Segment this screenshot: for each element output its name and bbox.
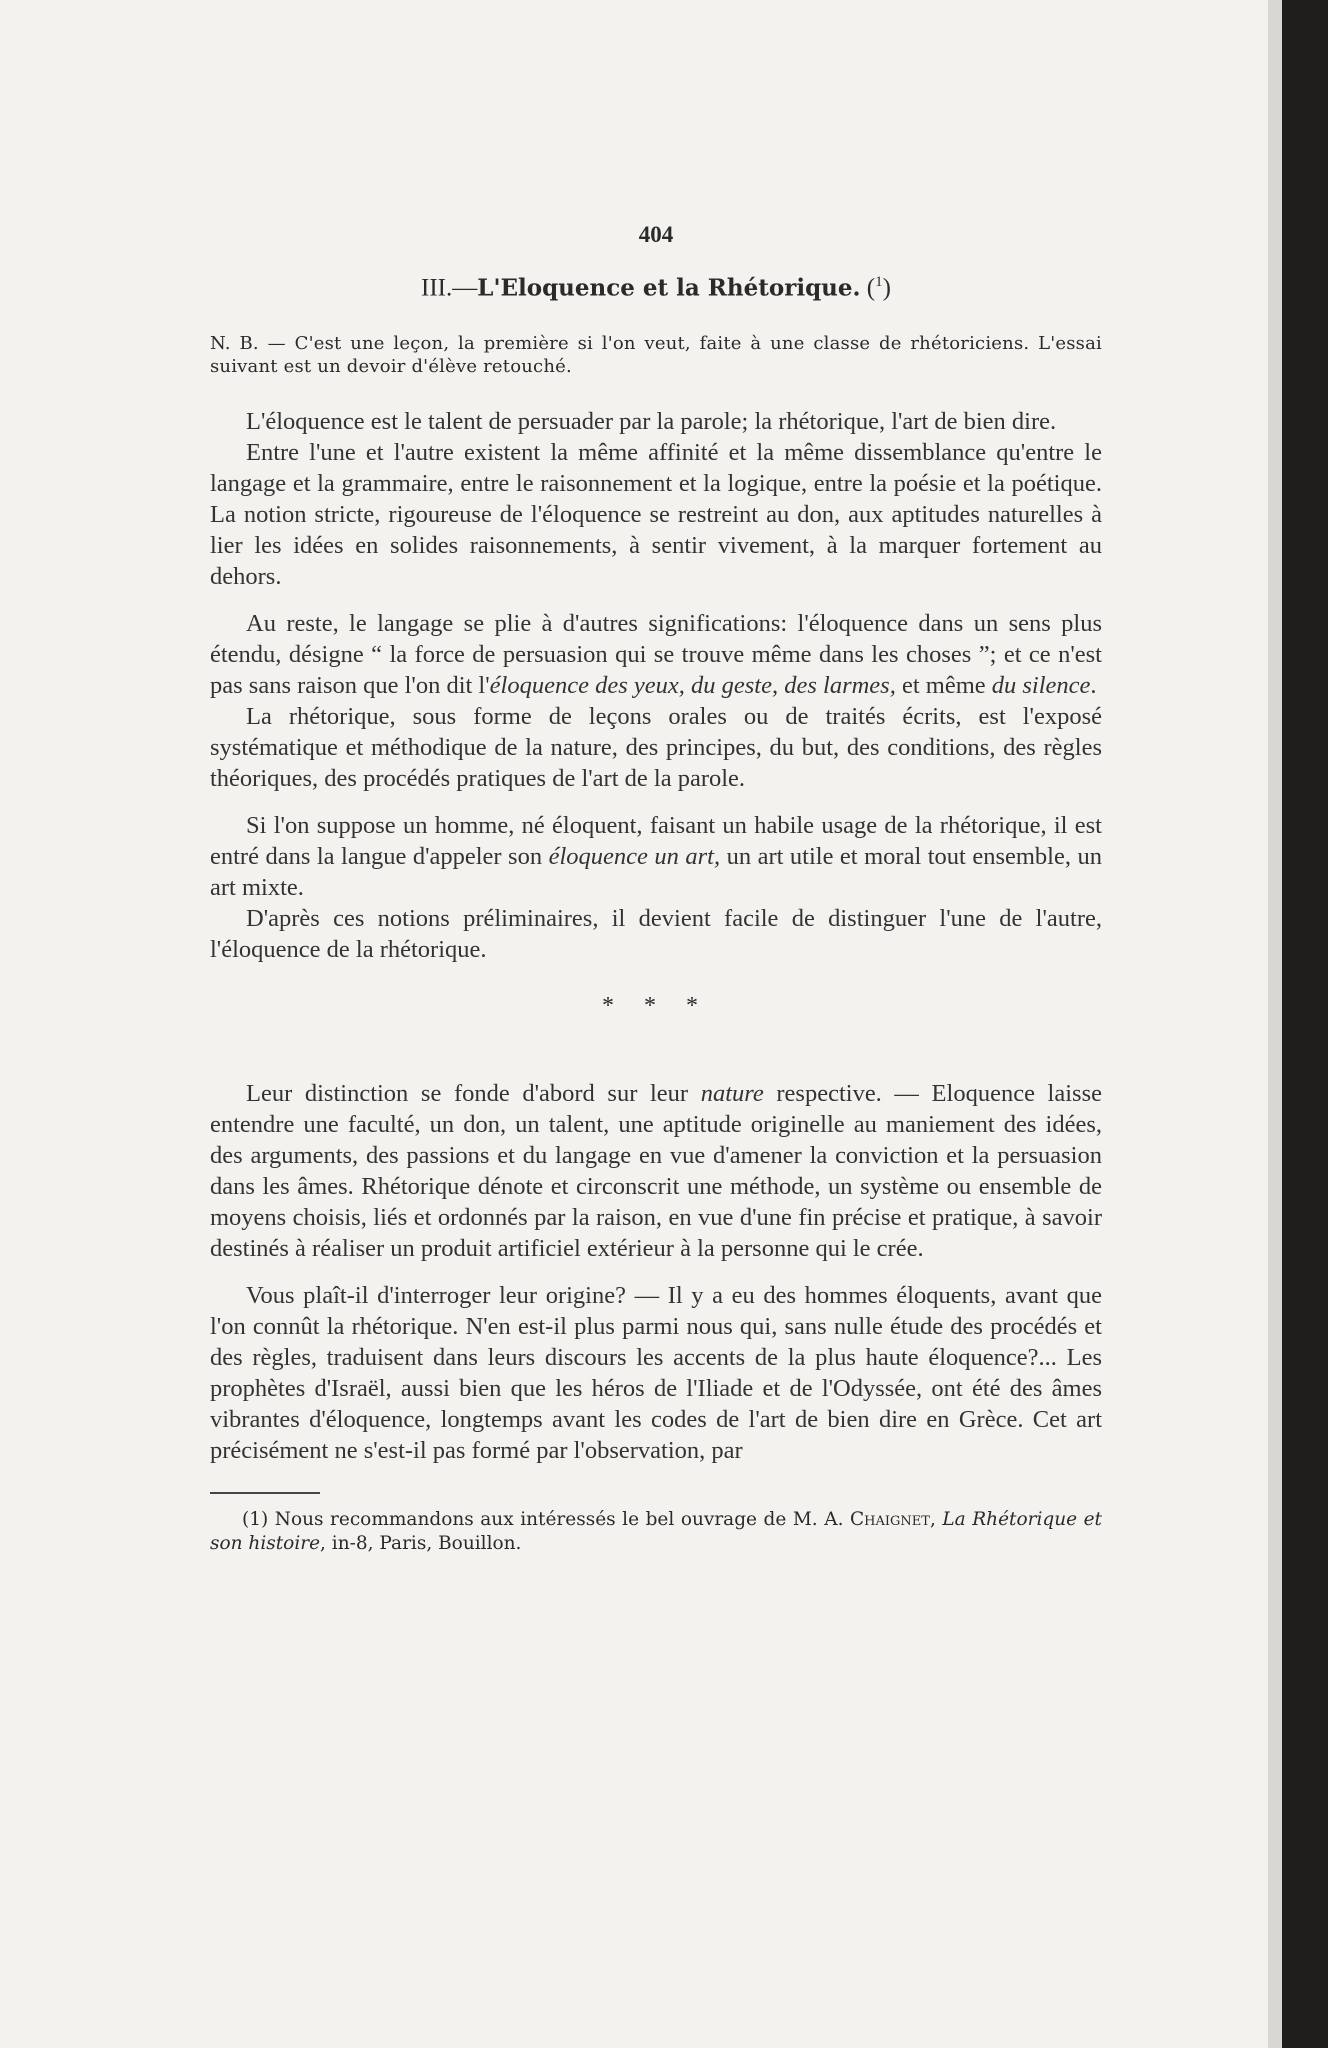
footnote-text: Nous recommandons aux intéressés le bel ouvrage de M. A. <box>268 1509 851 1531</box>
paragraph-7-italic: nature <box>700 1080 764 1108</box>
footnote-book-title: La Rhétorique et son histoire <box>210 1509 1102 1555</box>
section-footnote-ref: 1 <box>875 274 883 290</box>
paragraph-4: La rhétorique, sous forme de leçons orales ou de traités écrits, est l'exposé systématique et méthodique de la nature, des principes, du but, des conditions, des règles théoriques, des procédés pratiques de l'art de la parole. <box>210 703 1102 793</box>
paragraph-5-text-b: un art utile et moral tout ensemble, un art mixte. <box>210 843 1102 902</box>
scan-gutter <box>1282 0 1328 2048</box>
paragraph-3-text-c: . <box>1090 672 1097 700</box>
paragraph-8: Vous plaît-il d'interroger leur origine? — Il y a eu des hommes éloquents, avant que l'on connût la rhétorique. N'en est-il plus parmi nous qui, sans nulle étude des procédés et des règles, traduisent dans leurs discours les accents de la plus haute éloquence?... Les prophètes d'Israël, aussi bien que les héros de l'Iliade et de l'Odyssée, ont été des âmes vibrantes d'éloquence, longtemps avant les codes de l'art de bien dire en Grèce. Cet art précisément ne s'est-il pas formé par l'observation, par <box>210 1282 1102 1465</box>
footnote-rule <box>210 1492 320 1494</box>
footnote-separator: , <box>929 1509 943 1531</box>
paragraph-7-text-b: respective. — Eloquence laisse entendre une faculté, un don, un talent, une aptitude originelle au maniement des idées, des arguments, des passions et du langage en vue d'amener la conviction et la persuasion dans les âmes. Rhétorique dénote et circonscrit une méthode, un système ou ensemble de moyens choisis, liés et ordonnés par la raison, en vue d'une fin précise et pratique, à savoir destinés à réaliser un produit artificiel extérieur à la personne qui le crée. <box>210 1080 1102 1263</box>
paragraph-3-italic-b: du silence <box>991 672 1091 700</box>
paragraph-1: L'éloquence est le talent de persuader par la parole; la rhétorique, l'art de bien dire. <box>246 408 1057 436</box>
footnote-author: Chaignet <box>850 1509 930 1531</box>
paragraph-3-text-a: Au reste, le langage se plie à d'autres significations: l'éloquence dans un sens plus étendu, désigne “ la force de persuasion qui se trouve même dans les choses ”; et ce n'est pas sans raison que l'on dit l' <box>210 610 1102 700</box>
footnote-rest: , in-8, Paris, Bouillon. <box>320 1533 522 1555</box>
paragraph-7 <box>210 1078 1102 1264</box>
page-content <box>210 222 1102 1556</box>
footnote <box>210 1508 1102 1556</box>
page-edge <box>1268 0 1282 2048</box>
section-title-text: L'Eloquence et la Rhétorique. <box>477 274 861 302</box>
paragraph-7-text-a: Leur distinction se fonde d'abord sur leur <box>246 1080 701 1108</box>
section-roman-numeral: III.— <box>421 274 478 302</box>
paragraph-6: D'après ces notions préliminaires, il devient facile de distinguer l'une de l'autre, l'éloquence de la rhétorique. <box>210 905 1102 964</box>
section-separator: * * * <box>602 993 710 1020</box>
footnote-marker: (1) <box>242 1509 269 1531</box>
paragraph-5-text-a: Si l'on suppose un homme, né éloquent, faisant un habile usage de la rhétorique, il est entré dans la langue d'appeler son <box>210 812 1102 871</box>
paragraph-5-italic: éloquence un art, <box>548 843 721 871</box>
paragraph-5 <box>210 810 1102 903</box>
paragraph-3-text-b: et même <box>895 672 992 700</box>
paragraph-3 <box>210 608 1102 701</box>
page-number: 404 <box>638 222 674 247</box>
body-text <box>210 406 1102 1466</box>
paragraph-2: Entre l'une et l'autre existent la même affinité et la même dissemblance qu'entre le langage et la grammaire, entre le raisonnement et la logique, entre la poésie et la poétique. La notion stricte, rigoureuse de l'éloquence se restreint au don, aux aptitudes naturelles à lier les idées en solides raisonnements, à sentir vivement, à la marquer fortement au dehors. <box>210 439 1102 591</box>
paragraph-3-italic-a: éloquence des yeux, du geste, des larmes, <box>489 672 896 700</box>
section-title: III.—L'Eloquence et la Rhétorique. ($^1$) <box>421 274 891 302</box>
nb-note: N. B. — C'est une leçon, la première si l'on veut, faite à une classe de rhétoriciens. L'essai suivant est un devoir d'élève retouché. <box>210 333 1102 378</box>
